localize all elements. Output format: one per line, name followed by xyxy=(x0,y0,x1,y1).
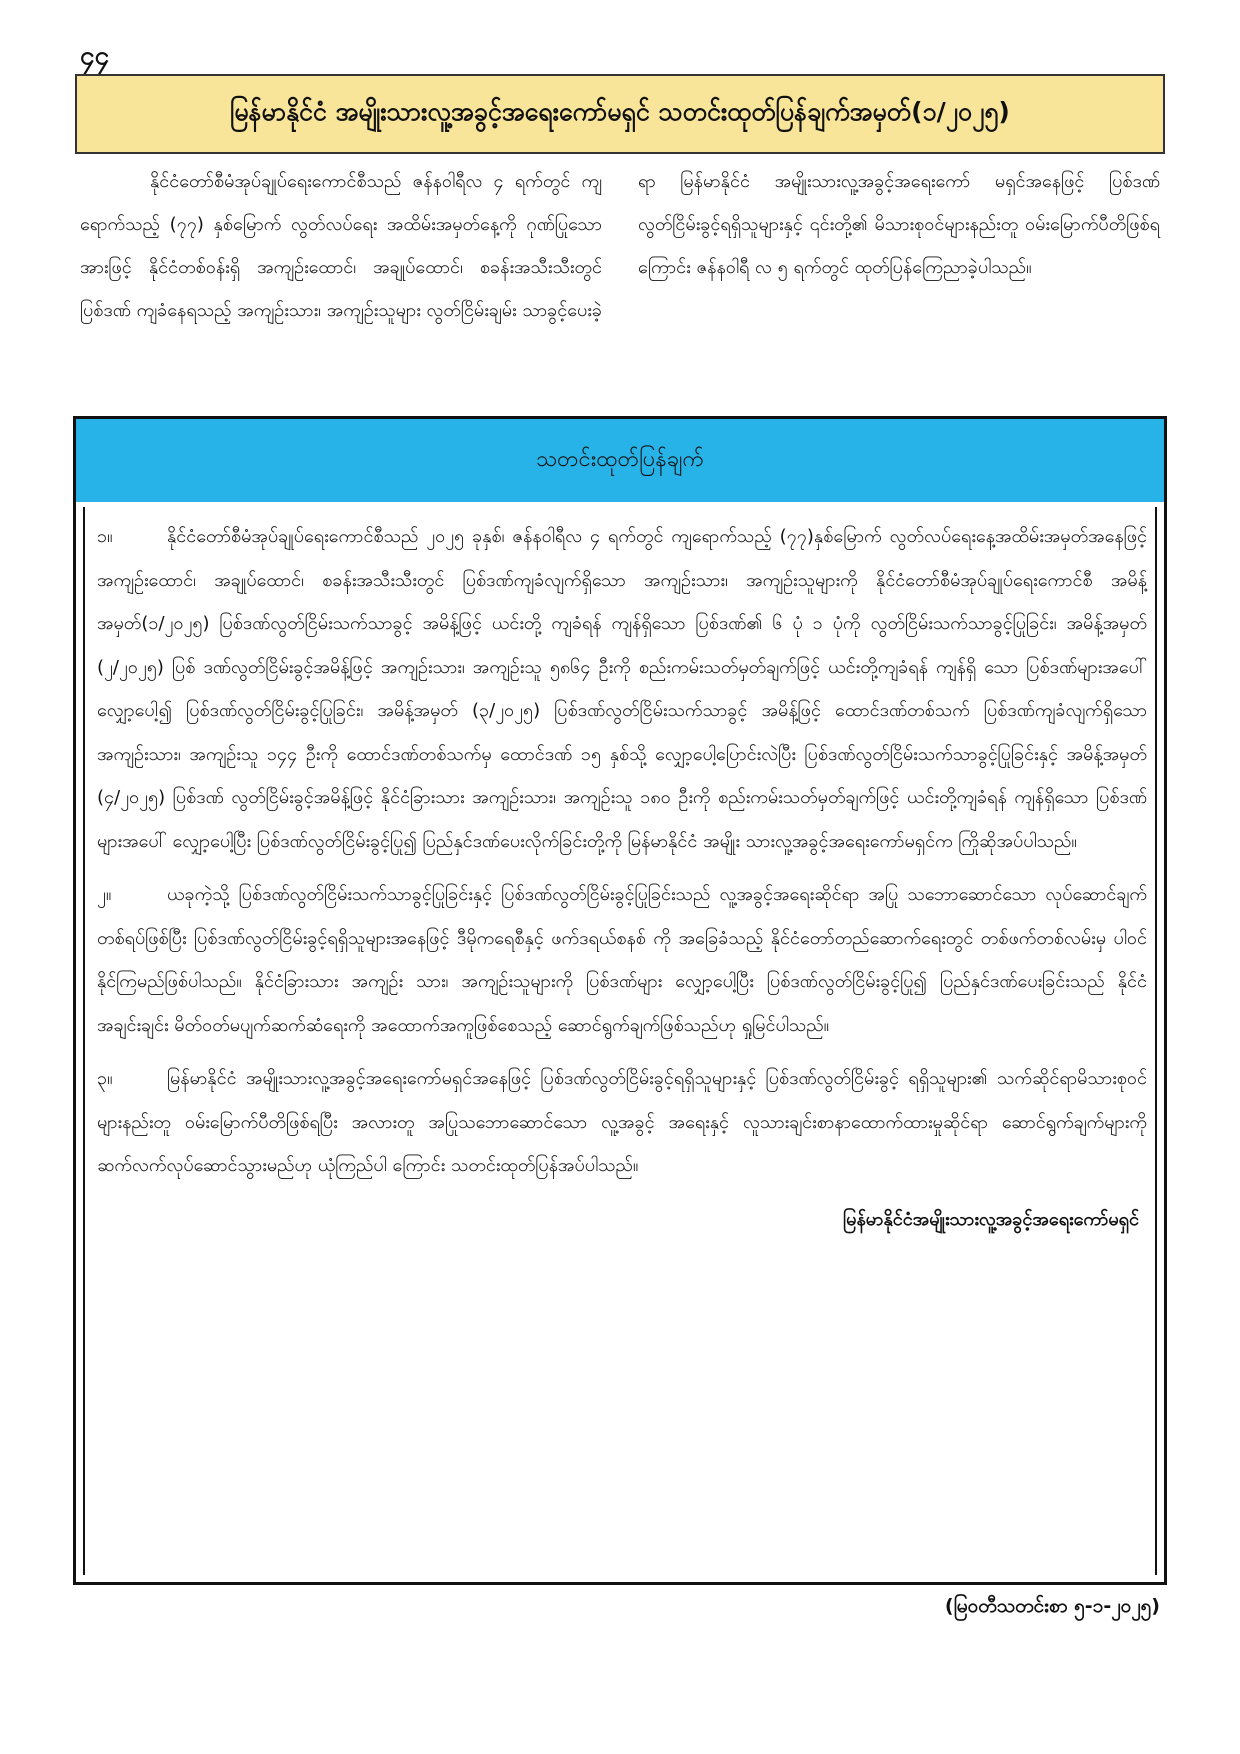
paragraph-1 xyxy=(97,515,1147,863)
source-citation: (မြဝတီသတင်းစာ ၅-၁-၂၀၂၅) xyxy=(944,1595,1160,1617)
document-title: မြန်မာနိုင်ငံ အမျိုးသားလူ့အခွင့်အရေးကော်မရှင် သတင်းထုတ်ပြန်ချက်အမှတ်(၁/၂၀၂၅) xyxy=(75,74,1165,154)
press-release-box xyxy=(73,416,1167,1585)
paragraph-number: ၃။ xyxy=(97,1068,113,1089)
paragraph-number: ၂။ xyxy=(97,884,112,905)
signature: မြန်မာနိုင်ငံအမျိုးသားလူ့အခွင့်အရေးကော်မရှင် xyxy=(843,1208,1139,1230)
press-release-header: သတင်းထုတ်ပြန်ချက် xyxy=(76,419,1164,502)
intro-text xyxy=(80,160,1160,395)
intro-paragraph: နိုင်ငံတော်စီမံအုပ်ချုပ်ရေးကောင်စီသည် ဇန်နဝါရီလ ၄ ရက်တွင် ကျရောက်သည့် (၇၇) နှစ်မြောက် လွတ်လပ်ရေး အထိမ်းအမှတ်နေ့ကို ဂုဏ်ပြုသောအားဖြင့် နိုင်ငံတစ်ဝန်းရှိ အကျဉ်းထောင်၊ အချုပ်ထောင်၊ စခန်းအသီးသီးတွင် ပြစ်ဒဏ် ကျခံနေရသည့် အကျဉ်းသား၊ အကျဉ်းသူများ လွတ်ငြိမ်းချမ်း သာခွင့်ပေးခဲ့ရာ မြန်မာနိုင်ငံ အမျိုးသားလူ့အခွင့်အရေးကော် မရှင်အနေဖြင့် ပြစ်ဒဏ်လွတ်ငြိမ်းခွင့်ရရှိသူများနှင့် ၎င်းတို့၏ မိသားစုဝင်များနည်းတူ ဝမ်းမြောက်ပီတိဖြစ်ရကြောင်း ဇန်နဝါရီ လ ၅ ရက်တွင် ထုတ်ပြန်ကြေညာခဲ့ပါသည်။ xyxy=(80,171,1160,321)
paragraph-text: နိုင်ငံတော်စီမံအုပ်ချုပ်ရေးကောင်စီသည် ၂၀၂၅ ခုနှစ်၊ ဇန်နဝါရီလ ၄ ရက်တွင် ကျရောက်သည့် (၇၇)နှစ်မြောက် လွတ်လပ်ရေးနေ့အထိမ်းအမှတ်အနေဖြင့် အကျဉ်းထောင်၊ အချုပ်ထောင်၊ စခန်းအသီးသီးတွင် ပြစ်ဒဏ်ကျခံလျက်ရှိသော အကျဉ်းသား၊ အကျဉ်းသူများကို နိုင်ငံတော်စီမံအုပ်ချုပ်ရေးကောင်စီ အမိန့်အမှတ်(၁/၂၀၂၅) ပြစ်ဒဏ်လွတ်ငြိမ်းသက်သာခွင့် အမိန့်ဖြင့် ယင်းတို့ ကျခံရန် ကျန်ရှိသော ပြစ်ဒဏ်၏ ၆ ပုံ ၁ ပုံကို လွတ်ငြိမ်းသက်သာခွင့်ပြုခြင်း၊ အမိန့်အမှတ် (၂/၂၀၂၅) ပြစ် ဒဏ်လွတ်ငြိမ်းခွင့်အမိန့်ဖြင့် အကျဉ်းသား၊ အကျဉ်းသူ ၅၈၆၄ ဦးကို စည်းကမ်းသတ်မှတ်ချက်ဖြင့် ယင်းတို့ကျခံရန် ကျန်ရှိ သော ပြစ်ဒဏ်များအပေါ် လျှော့ပေါ့၍ ပြစ်ဒဏ်လွတ်ငြိမ်းခွင့်ပြုခြင်း၊ အမိန့်အမှတ် (၃/၂၀၂၅) ပြစ်ဒဏ်လွတ်ငြိမ်းသက်သာခွင့် အမိန့်ဖြင့် ထောင်ဒဏ်တစ်သက် ပြစ်ဒဏ်ကျခံလျက်ရှိသော အကျဉ်းသား၊ အကျဉ်းသူ ၁၄၄ ဦးကို ထောင်ဒဏ်တစ်သက်မှ ထောင်ဒဏ် ၁၅ နှစ်သို့ လျှော့ပေါ့ပြောင်းလဲပြီး ပြစ်ဒဏ်လွတ်ငြိမ်းသက်သာခွင့်ပြုခြင်းနှင့် အမိန့်အမှတ် (၄/၂၀၂၅) ပြစ်ဒဏ် လွတ်ငြိမ်းခွင့်အမိန့်ဖြင့် နိုင်ငံခြားသား အကျဉ်းသား၊ အကျဉ်းသူ ၁၈၀ ဦးကို စည်းကမ်းသတ်မှတ်ချက်ဖြင့် ယင်းတို့ကျခံရန် ကျန်ရှိသော ပြစ်ဒဏ်များအပေါ် လျှော့ပေါ့ပြီး ပြစ်ဒဏ်လွတ်ငြိမ်းခွင့်ပြု၍ ပြည်နှင်ဒဏ်ပေးလိုက်ခြင်းတို့ကို မြန်မာနိုင်ငံ အမျိုး သားလူ့အခွင့်အရေးကော်မရှင်က ကြိုဆိုအပ်ပါသည်။ xyxy=(97,526,1147,852)
paragraph-number: ၁။ xyxy=(97,526,113,547)
paragraph-text: မြန်မာနိုင်ငံ အမျိုးသားလူ့အခွင့်အရေးကော်မရှင်အနေဖြင့် ပြစ်ဒဏ်လွတ်ငြိမ်းခွင့်ရရှိသူများနှင့် ပြစ်ဒဏ်လွတ်ငြိမ်းခွင့် ရရှိသူများ၏ သက်ဆိုင်ရာမိသားစုဝင်များနည်းတူ ဝမ်းမြောက်ပီတိဖြစ်ရပြီး အလားတူ အပြုသဘောဆောင်သော လူ့အခွင့် အရေးနှင့် လူသားချင်းစာနာထောက်ထားမှုဆိုင်ရာ ဆောင်ရွက်ချက်များကို ဆက်လက်လုပ်ဆောင်သွားမည်ဟု ယုံကြည်ပါ ကြောင်း သတင်းထုတ်ပြန်အပ်ပါသည်။ xyxy=(97,1068,1147,1176)
page-number: ၄၄ xyxy=(80,41,110,71)
paragraph-3 xyxy=(97,1057,1147,1188)
paragraph-text: ယခုကဲ့သို့ ပြစ်ဒဏ်လွတ်ငြိမ်းသက်သာခွင့်ပြုခြင်းနှင့် ပြစ်ဒဏ်လွတ်ငြိမ်းခွင့်ပြုခြင်းသည် လူ့အခွင့်အရေးဆိုင်ရာ အပြု သဘောဆောင်သော လုပ်ဆောင်ချက်တစ်ရပ်ဖြစ်ပြီး ပြစ်ဒဏ်လွတ်ငြိမ်းခွင့်ရရှိသူများအနေဖြင့် ဒီမိုကရေစီနှင့် ဖက်ဒရယ်စနစ် ကို အခြေခံသည့် နိုင်ငံတော်တည်ဆောက်ရေးတွင် တစ်ဖက်တစ်လမ်းမှ ပါဝင်နိုင်ကြမည်ဖြစ်ပါသည်။ နိုင်ငံခြားသား အကျဉ်း သား၊ အကျဉ်းသူများကို ပြစ်ဒဏ်များ လျှော့ပေါ့ပြီး ပြစ်ဒဏ်လွတ်ငြိမ်းခွင့်ပြု၍ ပြည်နှင်ဒဏ်ပေးခြင်းသည် နိုင်ငံအချင်းချင်း မိတ်ဝတ်မပျက်ဆက်ဆံရေးကို အထောက်အကူဖြစ်စေသည့် ဆောင်ရွက်ချက်ဖြစ်သည်ဟု ရှုမြင်ပါသည်။ xyxy=(97,884,1147,1036)
paragraph-2 xyxy=(97,873,1147,1047)
press-release-body xyxy=(83,507,1157,1575)
